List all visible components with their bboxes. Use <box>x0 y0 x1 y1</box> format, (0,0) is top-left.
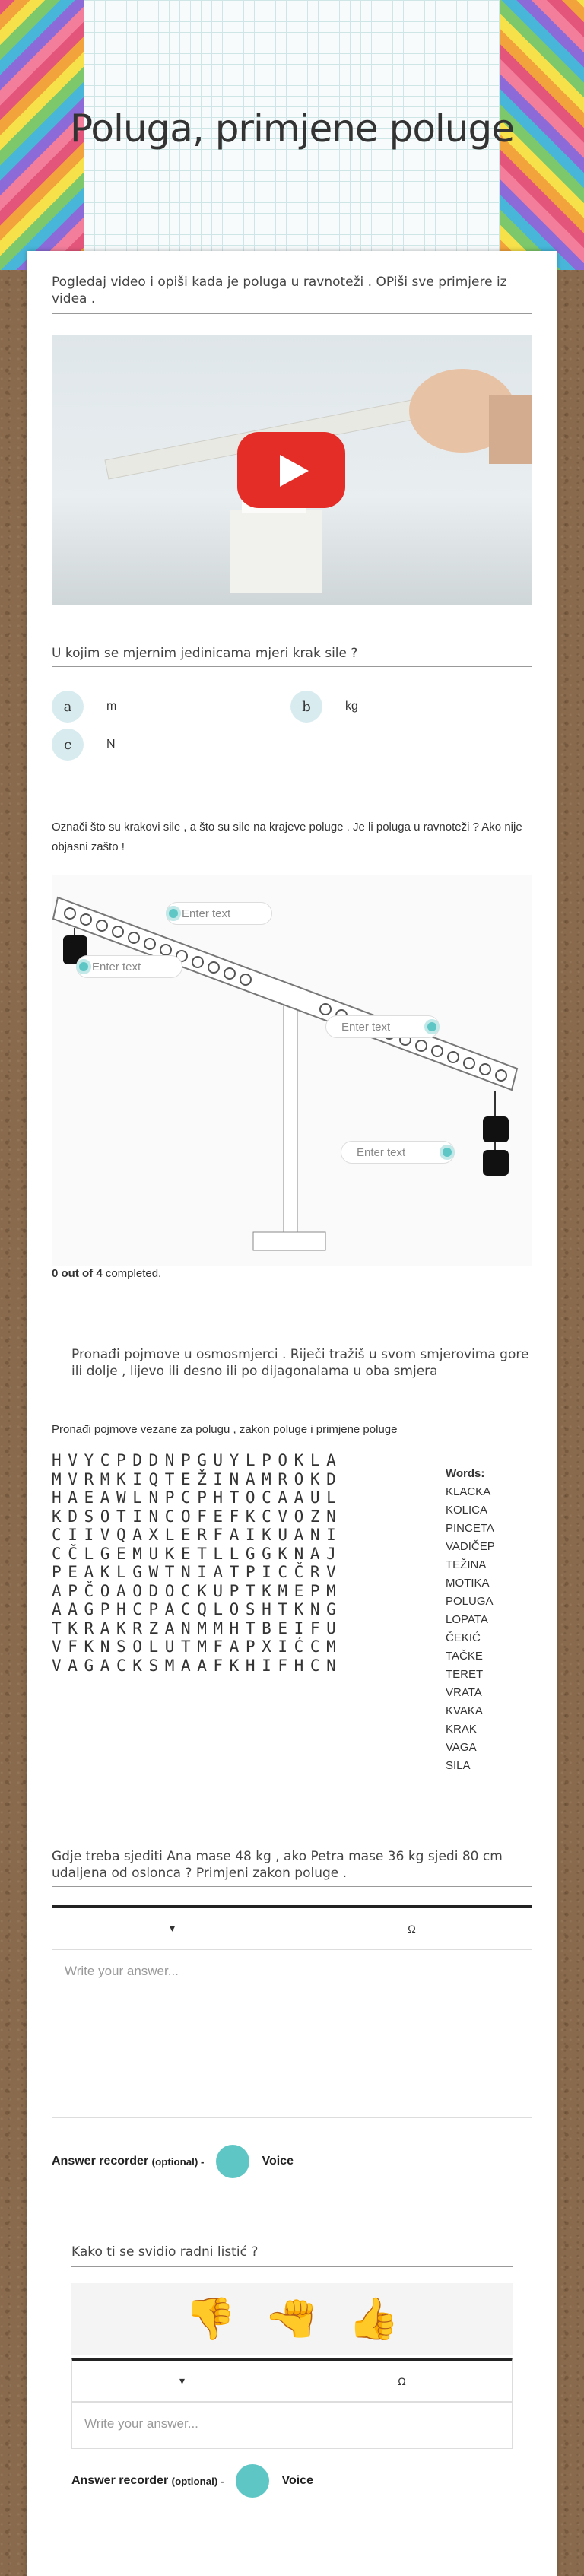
option-b[interactable] <box>290 691 358 723</box>
label-anchor-4[interactable] <box>440 1145 455 1160</box>
recorder-optional: (optional) - <box>151 2155 205 2168</box>
word-item: POLUGA <box>446 1595 494 1608</box>
word-item: TAČKE <box>446 1650 483 1663</box>
option-b-bubble: b <box>290 691 322 723</box>
option-a[interactable] <box>52 691 116 723</box>
grid-row[interactable]: VFKNSOLUTMFAPXIĆCM <box>52 1637 343 1656</box>
label-field-4[interactable]: Enter text <box>341 1141 455 1164</box>
word-list <box>446 1465 495 1775</box>
special-characters-icon[interactable]: Ω <box>398 2374 406 2387</box>
q1-prompt: Pogledaj video i opiši kada je poluga u ravnoteži . OPiši sve primjere iz videa . <box>52 274 532 314</box>
q5-toolbar <box>52 1905 532 1949</box>
option-b-label: kg <box>345 700 358 713</box>
word-item: TEŽINA <box>446 1558 487 1571</box>
option-a-bubble: a <box>52 691 84 723</box>
q6-prompt: Kako ti se svidio radni listić ? <box>71 2244 513 2267</box>
q3-progress-suffix: completed. <box>102 1267 162 1280</box>
word-search-grid[interactable] <box>52 1451 342 1675</box>
grid-row[interactable]: KDSOTINCOFEFKCVOZN <box>52 1507 343 1526</box>
word-item: TERET <box>446 1668 484 1681</box>
q5-answer-input[interactable]: Write your answer... <box>52 1949 532 2118</box>
recorder-optional: (optional) - <box>171 2475 224 2487</box>
grid-row[interactable]: PEAKLGWTNIATPICČRV <box>52 1563 343 1581</box>
label-anchor-2[interactable] <box>76 959 91 974</box>
option-c-label: N <box>106 738 116 751</box>
word-item: KOLICA <box>446 1504 488 1517</box>
record-button[interactable] <box>216 2145 249 2178</box>
word-item: VADIČEP <box>446 1540 495 1553</box>
thumbs-sideways-icon[interactable]: 👍 <box>268 2293 315 2345</box>
label-field-2[interactable]: Enter text <box>76 955 182 978</box>
lever-drawing <box>52 875 532 1266</box>
word-item: KRAK <box>446 1723 477 1736</box>
word-item: KLACKA <box>446 1485 491 1498</box>
grid-row[interactable]: MVRMKIQTEŽINAMROKD <box>52 1469 343 1488</box>
word-item: VRATA <box>446 1686 482 1699</box>
word-item: PINCETA <box>446 1522 494 1535</box>
q6-answer-input[interactable]: Write your answer... <box>71 2402 513 2449</box>
word-item: VAGA <box>446 1741 477 1754</box>
option-a-label: m <box>106 700 117 713</box>
word-item: ČEKIĆ <box>446 1631 481 1644</box>
lever-diagram <box>52 875 532 1266</box>
voice-label: Voice <box>262 2155 294 2168</box>
label-field-3[interactable]: Enter text <box>325 1015 440 1038</box>
thumbs-up-icon[interactable]: 👍 <box>348 2295 399 2342</box>
grid-row[interactable]: HAEAWLNPCPHTOCAAUL <box>52 1488 343 1507</box>
record-button[interactable] <box>236 2464 269 2498</box>
q4-subtitle: Pronađi pojmove vezane za polugu , zakon poluge i primjene poluge <box>52 1423 398 1436</box>
q4-prompt: Pronađi pojmove u osmosmjerci . Riječi tražiš u svom smjerovima gore ili dolje , lijevo ili desno ili po dijagonalama u oba smjera <box>71 1346 532 1386</box>
worksheet <box>27 251 557 2576</box>
q6-answer-recorder <box>71 2464 313 2498</box>
grid-row[interactable]: TKRAKRZANMMHTBEIFU <box>52 1618 343 1637</box>
grid-row[interactable]: APČOAODOCKUPTKMEPM <box>52 1581 343 1600</box>
grid-row[interactable]: AAGPHCPACQLOSHTKNG <box>52 1600 343 1618</box>
header-banner <box>0 0 584 270</box>
rating-bar <box>71 2283 513 2355</box>
label-anchor-1[interactable] <box>166 906 181 921</box>
grid-row[interactable]: VAGACKSMAAFKHIFHCN <box>52 1656 343 1675</box>
q5-prompt: Gdje treba sjediti Ana mase 48 kg , ako Petra mase 36 kg sjedi 80 cm udaljena od oslonca ? Primjeni zakon poluge . <box>52 1848 532 1887</box>
format-dropdown-icon[interactable]: ▾ <box>169 1922 176 1934</box>
option-c[interactable] <box>52 729 116 761</box>
thumbs-down-icon[interactable]: 👎 <box>185 2295 236 2342</box>
grid-row[interactable]: CČLGEMUKETLLGGKNAJ <box>52 1544 343 1563</box>
option-c-bubble: c <box>52 729 84 761</box>
grid-row[interactable]: HVYCPDDNPGUYLPOKLA <box>52 1451 343 1469</box>
word-item: MOTIKA <box>446 1577 490 1590</box>
voice-label: Voice <box>281 2474 313 2487</box>
format-dropdown-icon[interactable]: ▾ <box>179 2374 186 2387</box>
word-item: SILA <box>446 1759 471 1772</box>
q2-prompt: U kojim se mjernim jedinicama mjeri krak sile ? <box>52 645 532 667</box>
word-item: LOPATA <box>446 1613 488 1626</box>
q5-answer-recorder <box>52 2145 294 2178</box>
page-title: Poluga, primjene poluge <box>69 106 514 151</box>
label-field-1[interactable]: Enter text <box>166 902 272 925</box>
word-list-title: Words: <box>446 1467 485 1480</box>
video-player[interactable] <box>52 335 532 605</box>
q3-progress <box>52 1267 532 1280</box>
play-button-icon[interactable] <box>237 432 345 508</box>
grid-row[interactable]: CIIVQAXLERFAIKUANI <box>52 1526 343 1544</box>
word-item: KVAKA <box>446 1704 483 1717</box>
q3-prompt: Označi što su krakovi sile , a što su sile na krajeve poluge . Je li poluga u ravnoteži ? Ako nije objasni zašto ! <box>52 821 522 853</box>
special-characters-icon[interactable]: Ω <box>408 1922 416 1935</box>
label-anchor-3[interactable] <box>424 1019 440 1034</box>
recorder-label: Answer recorder <box>71 2474 169 2487</box>
q3-progress-count: 0 out of 4 <box>52 1267 103 1280</box>
recorder-label: Answer recorder <box>52 2155 149 2168</box>
q6-toolbar <box>71 2358 513 2402</box>
